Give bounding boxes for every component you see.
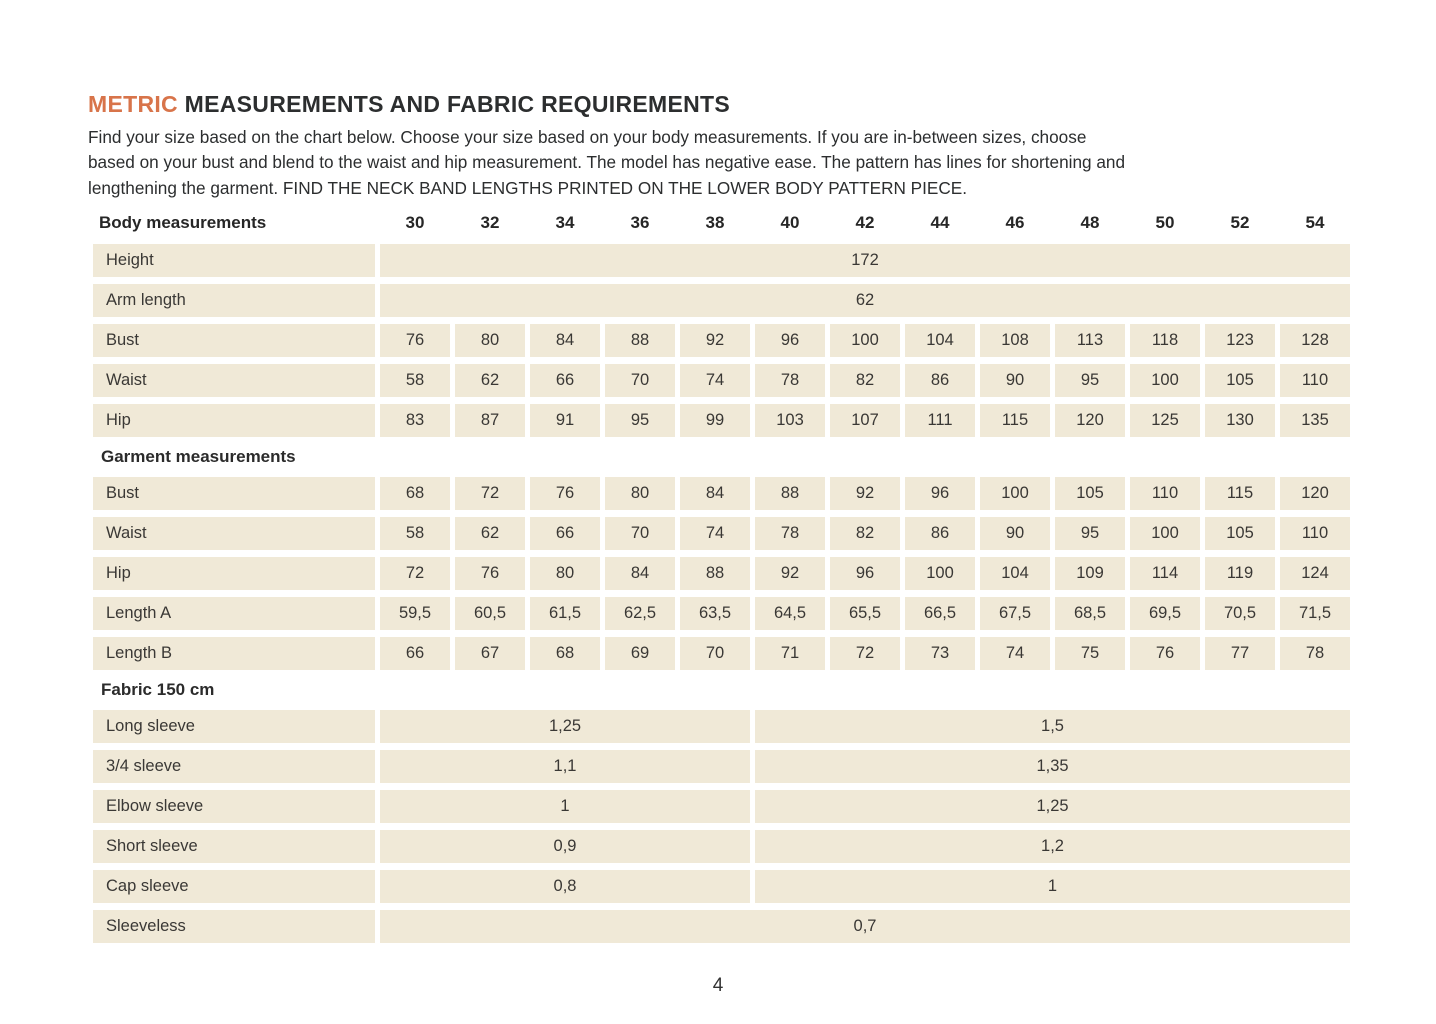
garment-length-a-value-34: 61,5 bbox=[530, 597, 600, 630]
garment-hip-value-48: 109 bbox=[1055, 557, 1125, 590]
garment-hip-value-52: 119 bbox=[1205, 557, 1275, 590]
garment-waist-value-46: 90 bbox=[980, 517, 1050, 550]
garment-waist-value-50: 100 bbox=[1130, 517, 1200, 550]
body-hip-value-50: 125 bbox=[1130, 404, 1200, 437]
fabric-short-sleeve-value-right: 1,2 bbox=[755, 830, 1350, 863]
fabric-elbow-sleeve-value-right: 1,25 bbox=[755, 790, 1350, 823]
body-hip-value-30: 83 bbox=[380, 404, 450, 437]
garment-length-a-label: Length A bbox=[93, 597, 375, 630]
fabric-3-4-sleeve-value-left: 1,1 bbox=[380, 750, 750, 783]
garment-length-b-label: Length B bbox=[93, 637, 375, 670]
garment-waist-value-52: 105 bbox=[1205, 517, 1275, 550]
garment-waist-value-54: 110 bbox=[1280, 517, 1350, 550]
body-bust-value-40: 96 bbox=[755, 324, 825, 357]
size-header-42: 42 bbox=[855, 212, 875, 232]
body-hip-value-54: 135 bbox=[1280, 404, 1350, 437]
body-waist-value-42: 82 bbox=[830, 364, 900, 397]
garment-length-b-value-38: 70 bbox=[680, 637, 750, 670]
fabric-cap-sleeve-value-right: 1 bbox=[755, 870, 1350, 903]
fabric-short-sleeve-label: Short sleeve bbox=[93, 830, 375, 863]
fabric-cap-sleeve-label: Cap sleeve bbox=[93, 870, 375, 903]
body-hip-value-48: 120 bbox=[1055, 404, 1125, 437]
garment-length-b-value-44: 73 bbox=[905, 637, 975, 670]
body-hip-value-42: 107 bbox=[830, 404, 900, 437]
body-waist-value-32: 62 bbox=[455, 364, 525, 397]
garment-bust-value-36: 80 bbox=[605, 477, 675, 510]
body-waist-value-46: 90 bbox=[980, 364, 1050, 397]
size-header-40: 40 bbox=[780, 212, 800, 232]
body-bust-label: Bust bbox=[93, 324, 375, 357]
garment-length-b-value-32: 67 bbox=[455, 637, 525, 670]
garment-length-b-value-36: 69 bbox=[605, 637, 675, 670]
size-header-50: 50 bbox=[1155, 212, 1175, 232]
garment-hip-value-50: 114 bbox=[1130, 557, 1200, 590]
body-bust-value-42: 100 bbox=[830, 324, 900, 357]
fabric-elbow-sleeve-value-left: 1 bbox=[380, 790, 750, 823]
fabric-long-sleeve-label: Long sleeve bbox=[93, 710, 375, 743]
fabric-sleeveless-label: Sleeveless bbox=[93, 910, 375, 943]
garment-bust-value-44: 96 bbox=[905, 477, 975, 510]
page-title bbox=[88, 90, 1436, 118]
garment-length-a-value-48: 68,5 bbox=[1055, 597, 1125, 630]
size-header-52: 52 bbox=[1230, 212, 1250, 232]
title-rest: MEASUREMENTS AND FABRIC REQUIREMENTS bbox=[177, 91, 731, 117]
title-highlight: METRIC bbox=[88, 91, 178, 117]
garment-waist-value-48: 95 bbox=[1055, 517, 1125, 550]
garment-waist-value-42: 82 bbox=[830, 517, 900, 550]
body-waist-value-38: 74 bbox=[680, 364, 750, 397]
size-header-32: 32 bbox=[480, 212, 500, 232]
section-fabric-150cm: Fabric 150 cm bbox=[101, 679, 215, 699]
garment-hip-value-34: 80 bbox=[530, 557, 600, 590]
body-bust-value-50: 118 bbox=[1130, 324, 1200, 357]
garment-bust-value-48: 105 bbox=[1055, 477, 1125, 510]
garment-length-a-value-30: 59,5 bbox=[380, 597, 450, 630]
garment-length-a-value-46: 67,5 bbox=[980, 597, 1050, 630]
garment-length-b-value-42: 72 bbox=[830, 637, 900, 670]
garment-bust-value-50: 110 bbox=[1130, 477, 1200, 510]
garment-length-b-value-34: 68 bbox=[530, 637, 600, 670]
garment-waist-label: Waist bbox=[93, 517, 375, 550]
body-height-value: 172 bbox=[380, 244, 1350, 277]
garment-hip-value-36: 84 bbox=[605, 557, 675, 590]
garment-bust-label: Bust bbox=[93, 477, 375, 510]
body-arm-length-value: 62 bbox=[380, 284, 1350, 317]
garment-bust-value-38: 84 bbox=[680, 477, 750, 510]
intro-text bbox=[88, 125, 1436, 201]
garment-bust-value-34: 76 bbox=[530, 477, 600, 510]
body-waist-value-36: 70 bbox=[605, 364, 675, 397]
body-bust-value-36: 88 bbox=[605, 324, 675, 357]
body-waist-value-44: 86 bbox=[905, 364, 975, 397]
fabric-3-4-sleeve-value-right: 1,35 bbox=[755, 750, 1350, 783]
garment-hip-value-44: 100 bbox=[905, 557, 975, 590]
body-hip-value-34: 91 bbox=[530, 404, 600, 437]
body-bust-value-46: 108 bbox=[980, 324, 1050, 357]
garment-hip-value-54: 124 bbox=[1280, 557, 1350, 590]
garment-length-a-value-36: 62,5 bbox=[605, 597, 675, 630]
fabric-3-4-sleeve-label: 3/4 sleeve bbox=[93, 750, 375, 783]
garment-waist-value-44: 86 bbox=[905, 517, 975, 550]
garment-length-a-value-52: 70,5 bbox=[1205, 597, 1275, 630]
size-header-54: 54 bbox=[1305, 212, 1325, 232]
size-table bbox=[93, 209, 1350, 943]
body-height-label: Height bbox=[93, 244, 375, 277]
garment-hip-value-46: 104 bbox=[980, 557, 1050, 590]
size-header-46: 46 bbox=[1005, 212, 1025, 232]
garment-bust-value-40: 88 bbox=[755, 477, 825, 510]
body-hip-value-44: 111 bbox=[905, 404, 975, 437]
intro-line-2: based on your bust and blend to the waist and hip measurement. The model has negative ease. The pattern has lines for shortening and bbox=[88, 152, 1126, 173]
body-bust-value-34: 84 bbox=[530, 324, 600, 357]
body-hip-value-36: 95 bbox=[605, 404, 675, 437]
fabric-long-sleeve-value-right: 1,5 bbox=[755, 710, 1350, 743]
garment-hip-value-40: 92 bbox=[755, 557, 825, 590]
garment-bust-value-42: 92 bbox=[830, 477, 900, 510]
fabric-long-sleeve-value-left: 1,25 bbox=[380, 710, 750, 743]
garment-length-b-value-40: 71 bbox=[755, 637, 825, 670]
size-header-30: 30 bbox=[405, 212, 425, 232]
garment-waist-value-30: 58 bbox=[380, 517, 450, 550]
garment-waist-value-38: 74 bbox=[680, 517, 750, 550]
garment-length-a-value-40: 64,5 bbox=[755, 597, 825, 630]
size-header-48: 48 bbox=[1080, 212, 1100, 232]
garment-length-b-value-46: 74 bbox=[980, 637, 1050, 670]
fabric-elbow-sleeve-label: Elbow sleeve bbox=[93, 790, 375, 823]
size-header-34: 34 bbox=[555, 212, 575, 232]
garment-length-a-value-38: 63,5 bbox=[680, 597, 750, 630]
size-header-44: 44 bbox=[930, 212, 950, 232]
garment-bust-value-32: 72 bbox=[455, 477, 525, 510]
section-garment-measurements: Garment measurements bbox=[101, 446, 296, 466]
body-bust-value-48: 113 bbox=[1055, 324, 1125, 357]
body-hip-label: Hip bbox=[93, 404, 375, 437]
intro-line-3: lengthening the garment. FIND THE NECK BAND LENGTHS PRINTED ON THE LOWER BODY PATTERN PIECE. bbox=[88, 177, 968, 198]
garment-waist-value-40: 78 bbox=[755, 517, 825, 550]
body-hip-value-52: 130 bbox=[1205, 404, 1275, 437]
garment-length-b-value-52: 77 bbox=[1205, 637, 1275, 670]
garment-hip-label: Hip bbox=[93, 557, 375, 590]
body-waist-value-34: 66 bbox=[530, 364, 600, 397]
garment-length-a-value-54: 71,5 bbox=[1280, 597, 1350, 630]
garment-length-a-value-42: 65,5 bbox=[830, 597, 900, 630]
body-waist-value-48: 95 bbox=[1055, 364, 1125, 397]
body-bust-value-32: 80 bbox=[455, 324, 525, 357]
garment-hip-value-42: 96 bbox=[830, 557, 900, 590]
garment-hip-value-30: 72 bbox=[380, 557, 450, 590]
garment-bust-value-54: 120 bbox=[1280, 477, 1350, 510]
garment-length-a-value-44: 66,5 bbox=[905, 597, 975, 630]
garment-length-b-value-30: 66 bbox=[380, 637, 450, 670]
body-bust-value-52: 123 bbox=[1205, 324, 1275, 357]
body-waist-value-40: 78 bbox=[755, 364, 825, 397]
fabric-cap-sleeve-value-left: 0,8 bbox=[380, 870, 750, 903]
body-bust-value-44: 104 bbox=[905, 324, 975, 357]
garment-length-b-value-50: 76 bbox=[1130, 637, 1200, 670]
body-hip-value-46: 115 bbox=[980, 404, 1050, 437]
garment-waist-value-34: 66 bbox=[530, 517, 600, 550]
body-waist-value-50: 100 bbox=[1130, 364, 1200, 397]
size-header-36: 36 bbox=[630, 212, 650, 232]
garment-waist-value-36: 70 bbox=[605, 517, 675, 550]
size-header-38: 38 bbox=[705, 212, 725, 232]
garment-waist-value-32: 62 bbox=[455, 517, 525, 550]
garment-bust-value-52: 115 bbox=[1205, 477, 1275, 510]
body-waist-value-54: 110 bbox=[1280, 364, 1350, 397]
page-number: 4 bbox=[712, 974, 724, 996]
garment-bust-value-46: 100 bbox=[980, 477, 1050, 510]
garment-length-b-value-48: 75 bbox=[1055, 637, 1125, 670]
body-bust-value-54: 128 bbox=[1280, 324, 1350, 357]
table-header-label: Body measurements bbox=[99, 212, 267, 232]
garment-hip-value-32: 76 bbox=[455, 557, 525, 590]
body-hip-value-40: 103 bbox=[755, 404, 825, 437]
body-hip-value-32: 87 bbox=[455, 404, 525, 437]
garment-length-b-value-54: 78 bbox=[1280, 637, 1350, 670]
garment-length-a-value-50: 69,5 bbox=[1130, 597, 1200, 630]
body-bust-value-38: 92 bbox=[680, 324, 750, 357]
body-waist-label: Waist bbox=[93, 364, 375, 397]
body-waist-value-52: 105 bbox=[1205, 364, 1275, 397]
body-waist-value-30: 58 bbox=[380, 364, 450, 397]
fabric-short-sleeve-value-left: 0,9 bbox=[380, 830, 750, 863]
garment-bust-value-30: 68 bbox=[380, 477, 450, 510]
body-bust-value-30: 76 bbox=[380, 324, 450, 357]
body-arm-length-label: Arm length bbox=[93, 284, 375, 317]
fabric-sleeveless-value: 0,7 bbox=[380, 910, 1350, 943]
garment-hip-value-38: 88 bbox=[680, 557, 750, 590]
body-hip-value-38: 99 bbox=[680, 404, 750, 437]
garment-length-a-value-32: 60,5 bbox=[455, 597, 525, 630]
intro-line-1: Find your size based on the chart below. Choose your size based on your body measurements. If you are in-between sizes, choose bbox=[88, 127, 1087, 147]
